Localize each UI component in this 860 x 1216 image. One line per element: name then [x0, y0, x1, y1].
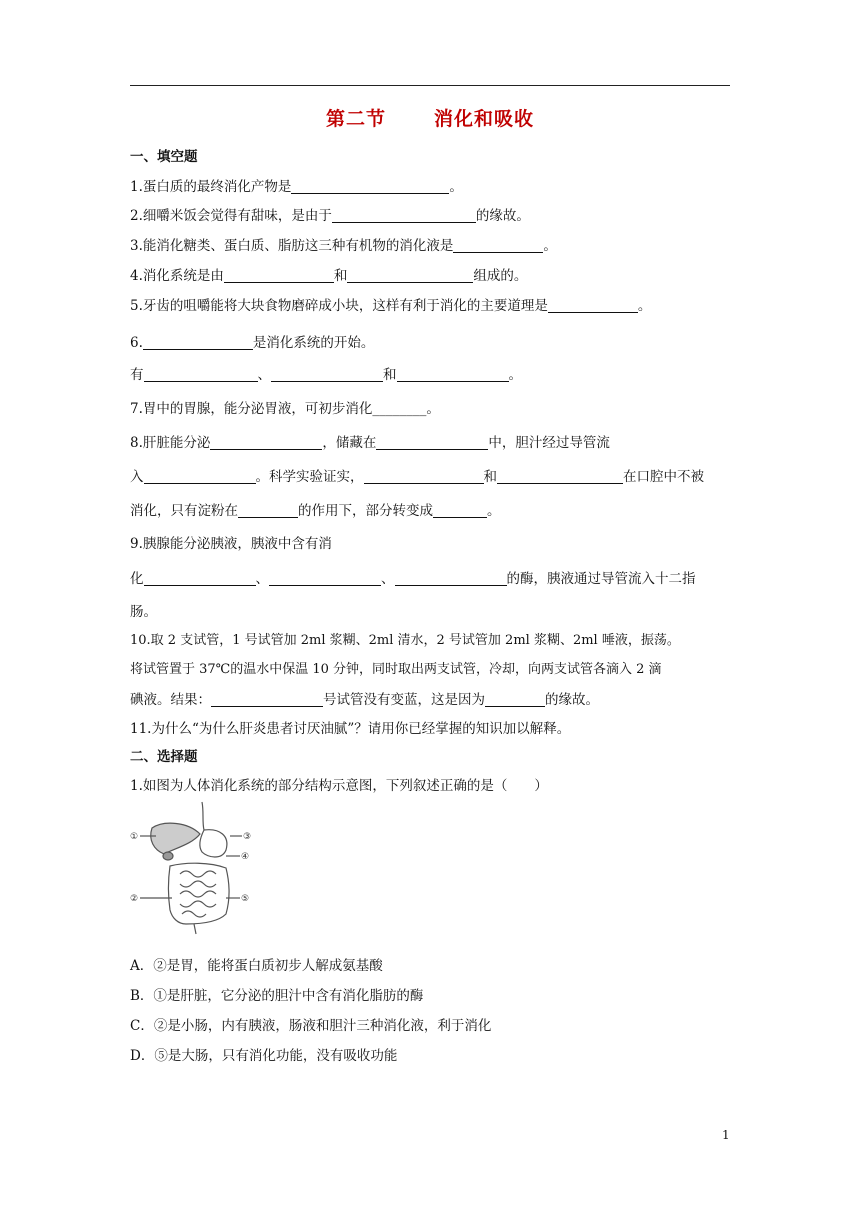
question-11: 11.为什么“为什么肝炎患者讨厌油腻”？请用你已经掌握的知识加以解释。 [130, 721, 571, 737]
question-text: 、 [381, 571, 395, 587]
page-title [0, 104, 860, 131]
option-d[interactable]: D．⑤是大肠，只有消化功能，没有吸收功能 [130, 1048, 398, 1064]
question-text: 8.肝脏能分泌 [130, 435, 211, 451]
question-1 [130, 175, 463, 195]
question-text: 的作用下，部分转变成 [298, 503, 433, 519]
question-text: 和 [483, 469, 497, 485]
option-b[interactable]: B．①是肝脏，它分泌的胆汁中含有消化脂肪的酶 [130, 988, 424, 1004]
esophagus-shape [202, 802, 204, 830]
question-6 [130, 331, 374, 351]
figure-label-1: ① [130, 832, 139, 842]
question-text: 的缘故。 [545, 692, 599, 708]
section-heading-multiple-choice: 二、选择题 [130, 749, 198, 765]
question-text: 的酶，胰液通过导管流入十二指 [506, 571, 696, 587]
question-7: 7.胃中的胃腺，能分泌胃液，可初步消化________。 [130, 401, 440, 417]
question-9-line-2 [130, 567, 696, 587]
answer-blank[interactable] [238, 503, 298, 518]
question-text: 的缘故。 [475, 208, 530, 224]
question-text: 5.牙齿的咀嚼能将大块食物磨碎成小块，这样有利于消化的主要道理是 [130, 298, 548, 314]
title-section-number: 第二节 [325, 108, 386, 130]
small-intestine-shape [180, 871, 216, 917]
question-10: 10.取 2 支试管，1 号试管加 2ml 浆糊、2ml 清水，2 号试管加 2ml 浆糊、2ml 唾液，振荡。 [130, 633, 680, 648]
answer-blank[interactable] [332, 208, 476, 223]
question-text: 1.蛋白质的最终消化产物是 [130, 179, 292, 195]
option-a[interactable]: A．②是胃，能将蛋白质初步人解成氨基酸 [130, 958, 383, 974]
question-9: 9.胰腺能分泌胰液，胰液中含有消 [130, 536, 332, 552]
answer-blank[interactable] [269, 571, 381, 586]
stomach-shape [200, 830, 227, 857]
question-text: 是消化系统的开始。 [252, 335, 375, 351]
gallbladder-shape [163, 852, 173, 860]
answer-blank[interactable] [144, 571, 256, 586]
figure-label-2: ② [130, 894, 139, 904]
answer-blank[interactable] [211, 692, 323, 707]
question-text: 碘液。结果： [130, 692, 211, 708]
question-6-line-2 [130, 363, 522, 383]
question-3 [130, 234, 557, 254]
title-topic: 消化和吸收 [434, 108, 535, 130]
question-text: 3.能消化糖类、蛋白质、脂肪这三种有机物的消化液是 [130, 238, 454, 254]
question-8-line-3 [130, 499, 501, 519]
answer-blank[interactable] [364, 469, 484, 484]
rectum-shape [194, 924, 196, 934]
question-text: 2.细嚼米饭会觉得有甜味，是由于 [130, 208, 332, 224]
answer-blank[interactable] [143, 335, 253, 350]
figure-label-5: ⑤ [241, 894, 250, 904]
question-5 [130, 294, 651, 314]
answer-blank[interactable] [144, 469, 256, 484]
question-text: 有 [130, 367, 144, 383]
answer-blank[interactable] [271, 367, 383, 382]
question-text: 6. [130, 335, 143, 351]
answer-blank[interactable] [224, 268, 334, 283]
question-4 [130, 264, 527, 284]
question-text: 、 [257, 367, 271, 383]
answer-blank[interactable] [485, 692, 545, 707]
page-number: 1 [722, 1128, 730, 1142]
answer-blank[interactable] [210, 435, 322, 450]
large-intestine-shape [169, 863, 230, 924]
question-text: 组成的。 [473, 268, 528, 284]
choice-question-1: 1.如图为人体消化系统的部分结构示意图，下列叙述正确的是（ ） [130, 778, 548, 794]
question-text: 。 [487, 503, 501, 519]
answer-blank[interactable] [433, 503, 487, 518]
question-text: 在口腔中不被 [623, 469, 704, 485]
section-heading-fill-blank: 一、填空题 [130, 149, 198, 165]
answer-blank[interactable] [497, 469, 623, 484]
question-text: 。 [449, 179, 463, 195]
question-text: 和 [383, 367, 397, 383]
answer-blank[interactable] [291, 179, 449, 194]
answer-blank[interactable] [376, 435, 488, 450]
question-8-line-2 [130, 465, 704, 485]
option-c[interactable]: C．②是小肠，内有胰液，肠液和胆汁三种消化液，利于消化 [130, 1018, 492, 1034]
question-text: 中，胆汁经过导管流 [488, 435, 610, 451]
question-9-line-3: 肠。 [130, 604, 157, 620]
question-text: 化 [130, 571, 144, 587]
question-8 [130, 431, 610, 451]
answer-blank[interactable] [453, 238, 543, 253]
header-rule [130, 85, 730, 86]
liver-shape [151, 823, 200, 854]
question-10-line-3 [130, 688, 599, 708]
answer-blank[interactable] [395, 571, 507, 586]
answer-blank[interactable] [144, 367, 258, 382]
question-text: 。 [637, 298, 652, 314]
figure-label-3: ③ [243, 832, 252, 842]
question-text: 。 [508, 367, 522, 383]
question-text: 入 [130, 469, 144, 485]
digestive-system-diagram [130, 800, 260, 936]
answer-blank[interactable] [548, 298, 638, 313]
figure-label-4: ④ [241, 852, 250, 862]
answer-blank[interactable] [397, 367, 509, 382]
answer-blank[interactable] [347, 268, 473, 283]
question-10-line-2: 将试管置于 37℃的温水中保温 10 分钟，同时取出两支试管，冷却，向两支试管各滴入 2 滴 [130, 662, 662, 677]
question-text: 和 [333, 268, 348, 284]
question-text: 、 [255, 571, 269, 587]
question-text: 。 [543, 238, 557, 254]
question-text: 号试管没有变蓝，这是因为 [323, 692, 485, 708]
question-text: 4.消化系统是由 [130, 268, 224, 284]
question-text: 。科学实验证实， [255, 469, 364, 485]
question-text: 消化，只有淀粉在 [130, 503, 238, 519]
question-2 [130, 204, 530, 224]
question-text: ，储藏在 [322, 435, 377, 451]
